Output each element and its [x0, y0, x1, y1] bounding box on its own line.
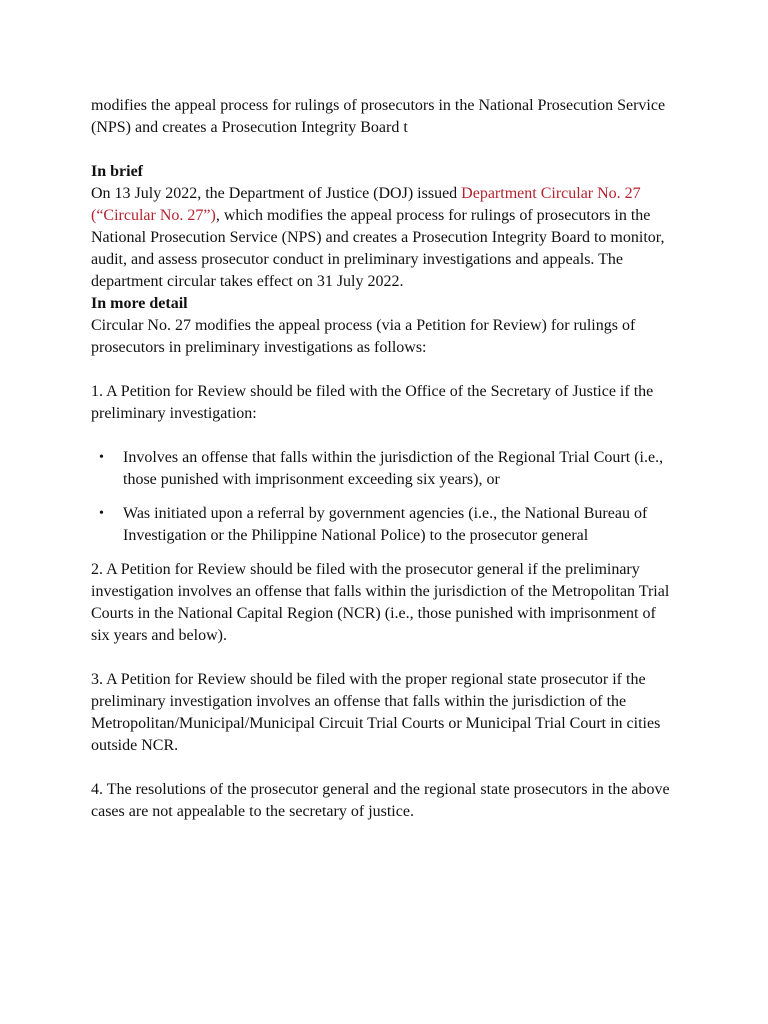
list-item-1: 1. A Petition for Review should be filed with the Office of the Secretary of Justice if the preliminary investigation: — [91, 383, 654, 422]
bullet-icon: • — [99, 450, 104, 465]
in-brief-text-before-link: On 13 July 2022, the Department of Justice (DOJ) issued — [91, 185, 462, 202]
bullet-list — [91, 447, 678, 547]
bullet-icon: • — [99, 506, 104, 521]
bullet-text: Was initiated upon a referral by government agencies (i.e., the National Bureau of Investigation or the Philippine National Police) to the prosecutor general — [123, 505, 648, 544]
list-item-2: 2. A Petition for Review should be filed with the prosecutor general if the preliminary investigation involves an offense that falls within the jurisdiction of the Metropolitan Trial Courts in the National Capital Region (NCR) (i.e., those punished with imprisonment of six years and below). — [91, 561, 670, 644]
in-more-detail-heading: In more detail — [91, 295, 188, 312]
intro-paragraph: modifies the appeal process for rulings of prosecutors in the National Prosecution Service (NPS) and creates a Prosecution Integrity Board t — [91, 97, 666, 136]
in-brief-heading: In brief — [91, 163, 143, 180]
in-brief-paragraph — [91, 183, 678, 293]
list-item-4: 4. The resolutions of the prosecutor general and the regional state prosecutors in the above cases are not appealable to the secretary of justice. — [91, 781, 670, 820]
bullet-item-government-referral — [91, 503, 678, 547]
department-circular-link[interactable]: Department Circular No. 27 (“Circular No. 27”) — [91, 185, 641, 224]
list-item-3: 3. A Petition for Review should be filed with the proper regional state prosecutor if the preliminary investigation involves an offense that falls within the jurisdiction of the Metropolitan/Municipal/Municipal Circuit Trial Courts or Municipal Trial Court in cities outside NCR. — [91, 671, 661, 754]
in-brief-text-after-link: , which modifies the appeal process for rulings of prosecutors in the National Prosecution Service (NPS) and creates a Prosecution Integrity Board to monitor, audit, and assess prosecutor conduct in preliminary investigations and appeals. The department circular takes effect on 31 July 2022. — [91, 207, 665, 290]
bullet-item-regional-trial-court — [91, 447, 678, 491]
bullet-text: Involves an offense that falls within the jurisdiction of the Regional Trial Court (i.e., those punished with imprisonment exceeding six years), or — [123, 449, 664, 488]
detail-intro-paragraph: Circular No. 27 modifies the appeal process (via a Petition for Review) for rulings of prosecutors in preliminary investigations as follows: — [91, 317, 636, 356]
